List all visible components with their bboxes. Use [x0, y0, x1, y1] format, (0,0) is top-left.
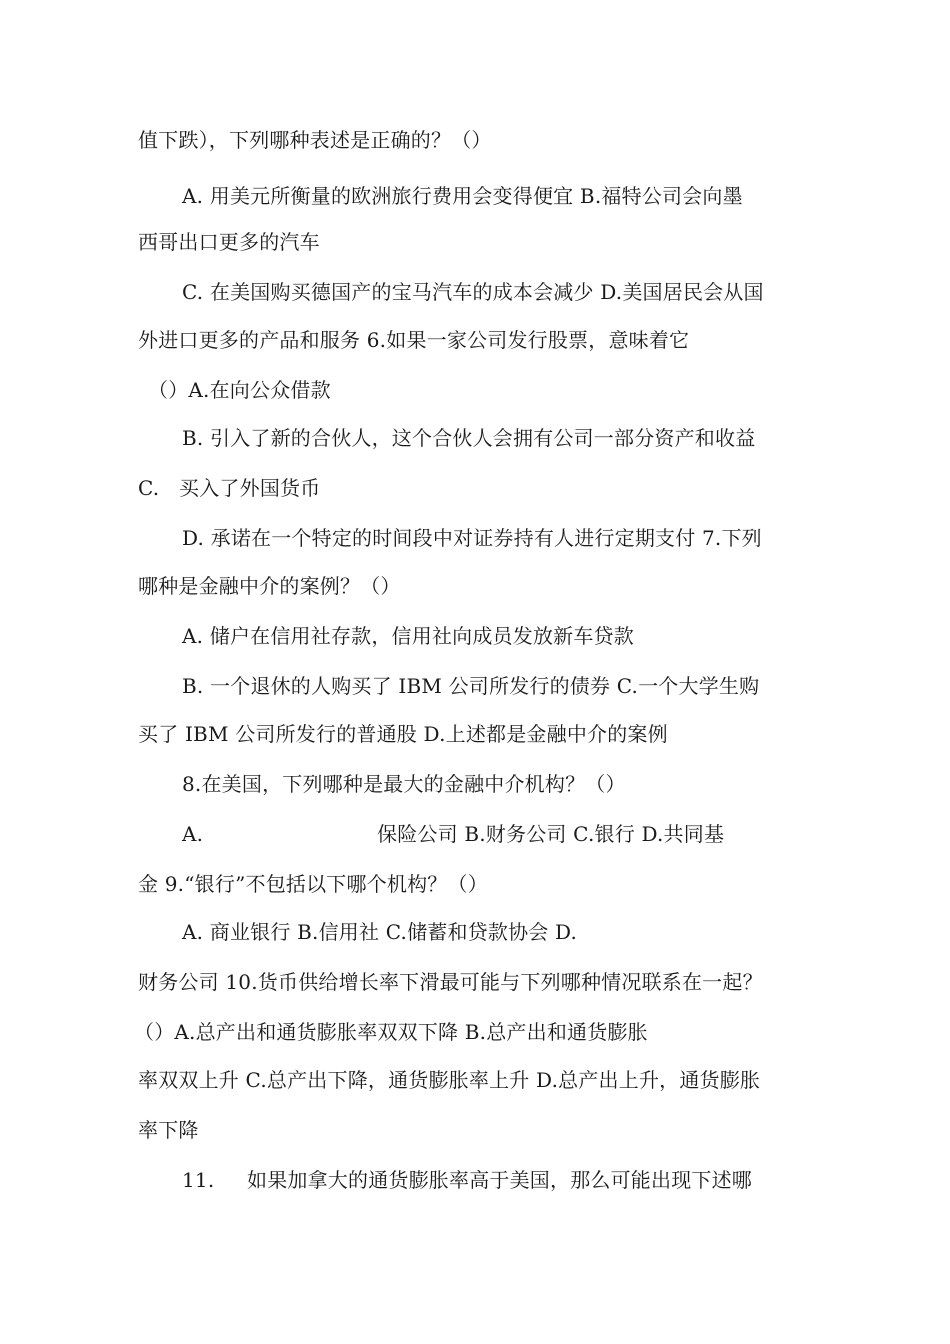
option-b-q7: B. 一个退休的人购买了 IBM 公司所发行的债券 C.一个大学生购 [182, 674, 760, 698]
option-a-q9: A. 商业银行 B.信用社 C.储蓄和贷款协会 D. [182, 920, 578, 944]
option-a-q10: （）A.总产出和通货膨胀率双双下降 B.总产出和通货膨胀 [134, 1020, 648, 1044]
question-8: 8.在美国，下列哪种是最大的金融中介机构？（） [182, 772, 626, 796]
option-c-q5: C. 在美国购买德国产的宝马汽车的成本会减少 D.美国居民会从国 [182, 280, 764, 304]
text-line-3: 西哥出口更多的汽车 [138, 230, 320, 254]
option-a-q7: A. 储户在信用社存款，信用社向成员发放新车贷款 [182, 624, 634, 648]
question-11-text: 如果加拿大的通货膨胀率高于美国，那么可能出现下述哪 [247, 1168, 752, 1192]
option-a-q6: （）A.在向公众借款 [148, 378, 331, 402]
option-b-q6: B. 引入了新的合伙人，这个合伙人会拥有公司一部分资产和收益 [182, 426, 756, 450]
question-11-number: 11. [182, 1168, 215, 1192]
text-line-1: 值下跌），下列哪种表述是正确的？（） [138, 128, 492, 152]
text-line-22: 率下降 [138, 1118, 199, 1142]
text-line-10: 哪种是金融中介的案例？（） [138, 574, 401, 598]
question-9: 金 9.“银行”不包括以下哪个机构？（） [138, 872, 488, 896]
option-a-q8-label: A. [182, 822, 204, 846]
text-line-13: 买了 IBM 公司所发行的普通股 D.上述都是金融中介的案例 [138, 722, 668, 746]
question-10: 财务公司 10.货币供给增长率下滑最可能与下列哪种情况联系在一起？ [138, 970, 763, 994]
option-a-q8-text: 保险公司 B.财务公司 C.银行 D.共同基 [377, 822, 725, 846]
option-a-q5: A. 用美元所衡量的欧洲旅行费用会变得便宜 B.福特公司会向墨 [182, 184, 743, 208]
option-c-q6: C. 买入了外国货币 [138, 476, 321, 500]
text-line-5: 外进口更多的产品和服务 6.如果一家公司发行股票，意味着它 [138, 328, 690, 352]
option-c-q10: 率双双上升 C.总产出下降，通货膨胀率上升 D.总产出上升，通货膨胀 [138, 1068, 761, 1092]
option-d-q6: D. 承诺在一个特定的时间段中对证券持有人进行定期支付 7.下列 [182, 526, 762, 550]
